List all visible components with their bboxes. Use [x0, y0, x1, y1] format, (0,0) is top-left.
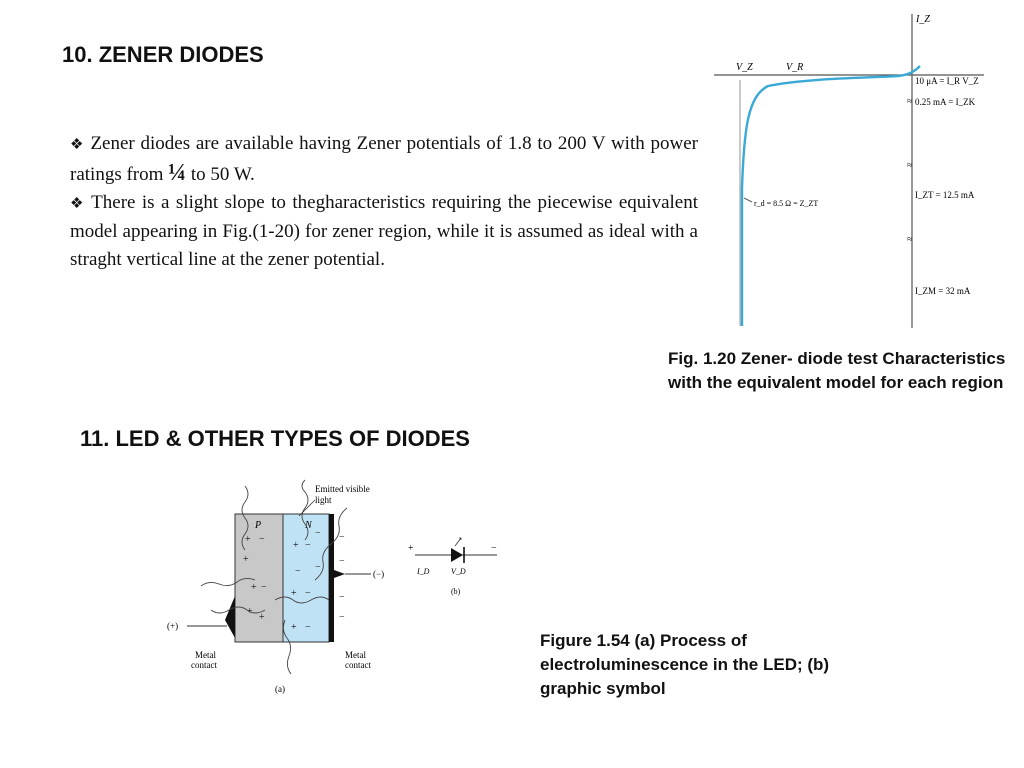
bullet-2: ❖ There is a slight slope to thegharacteristics requiring the piecewise equivalent model appearing in Fig.(1-20) for zener region, while it is assumed as ideal with a straght vertical line at the zener potential. [70, 192, 698, 270]
section-title-zener: 10. ZENER DIODES [62, 42, 264, 67]
p-label: P [255, 520, 262, 531]
svg-text:+: + [293, 540, 299, 551]
minus-terminal-label: (−) [373, 569, 385, 579]
left-contact-tab [225, 596, 235, 638]
svg-text:−: − [339, 612, 345, 623]
izk-label: 0.25 mA = I_ZK [915, 97, 976, 107]
emitted-light-label-1: Emitted visible [315, 484, 370, 494]
ir-label: 10 μA = I_R V_Z [915, 76, 979, 86]
svg-text:−: − [305, 588, 311, 599]
diamond-bullet-icon: ❖ [70, 196, 86, 212]
svg-text:−: − [339, 532, 345, 543]
figure-b-label: (b) [451, 587, 461, 596]
axis-break-icon: ≈ [907, 234, 913, 245]
metal-left-label-2: contact [191, 660, 217, 670]
svg-text:+: + [247, 606, 253, 617]
zener-figure-caption: Fig. 1.20 Zener- diode test Characteristics with the equivalent model for each region [668, 349, 1006, 392]
symbol-vd-label: V_D [451, 567, 466, 576]
svg-text:−: − [261, 582, 267, 593]
rd-pointer [744, 198, 752, 202]
svg-text:−: − [339, 556, 345, 567]
izt-label: I_ZT = 12.5 mA [915, 190, 975, 200]
svg-text:−: − [259, 534, 265, 545]
symbol-id-label: I_D [417, 567, 430, 576]
izm-label: I_ZM = 32 mA [915, 286, 971, 296]
axis-break-icon: ≈ [907, 160, 913, 171]
axis-break-icon: ≈ [907, 96, 913, 107]
svg-text:−: − [315, 528, 321, 539]
vr-label: V_R [786, 62, 804, 73]
light-arrow-icon [455, 538, 461, 546]
svg-text:−: − [295, 566, 301, 577]
figure-a-label: (a) [275, 684, 285, 694]
metal-left-label-1: Metal [195, 650, 216, 660]
section-title-led: 11. LED & OTHER TYPES OF DIODES [80, 426, 470, 451]
led-figure-caption: Figure 1.54 (a) Process of electroluminescence in the LED; (b) graphic symbol [540, 631, 830, 698]
svg-text:+: + [245, 534, 251, 545]
led-process-figure [165, 470, 410, 700]
zener-text-block [70, 130, 698, 274]
metal-right-label-1: Metal [345, 650, 366, 660]
fraction-quarter: ¼ [168, 160, 187, 186]
svg-text:+: + [259, 612, 265, 623]
iz-axis-label: I_Z [916, 14, 930, 25]
diode-triangle-icon [451, 548, 463, 562]
led-symbol-figure [405, 532, 505, 602]
symbol-plus: + [408, 543, 414, 554]
svg-text:−: − [339, 592, 345, 603]
svg-text:−: − [305, 622, 311, 633]
symbol-minus: − [491, 543, 497, 554]
rd-label: r_d = 8.5 Ω = Z_ZT [754, 199, 819, 208]
zener-curve [742, 66, 920, 326]
n-label: N [305, 520, 312, 531]
svg-text:+: + [243, 554, 249, 565]
diamond-bullet-icon: ❖ [70, 137, 85, 153]
svg-text:−: − [315, 562, 321, 573]
zener-characteristic-figure [708, 8, 990, 330]
svg-text:+: + [291, 588, 297, 599]
emitted-light-label-2: light [315, 495, 332, 505]
svg-text:+: + [251, 582, 257, 593]
right-metal-contact [329, 514, 334, 642]
svg-text:−: − [305, 540, 311, 551]
right-contact-tab [334, 570, 345, 578]
plus-terminal-label: (+) [167, 621, 179, 631]
metal-right-label-2: contact [345, 660, 371, 670]
svg-text:+: + [291, 622, 297, 633]
bullet-1: ❖ Zener diodes are available having Zener potentials of 1.8 to 200 V with power ratings from ¼ to 50 W. [70, 133, 698, 186]
vz-label: V_Z [736, 62, 753, 73]
